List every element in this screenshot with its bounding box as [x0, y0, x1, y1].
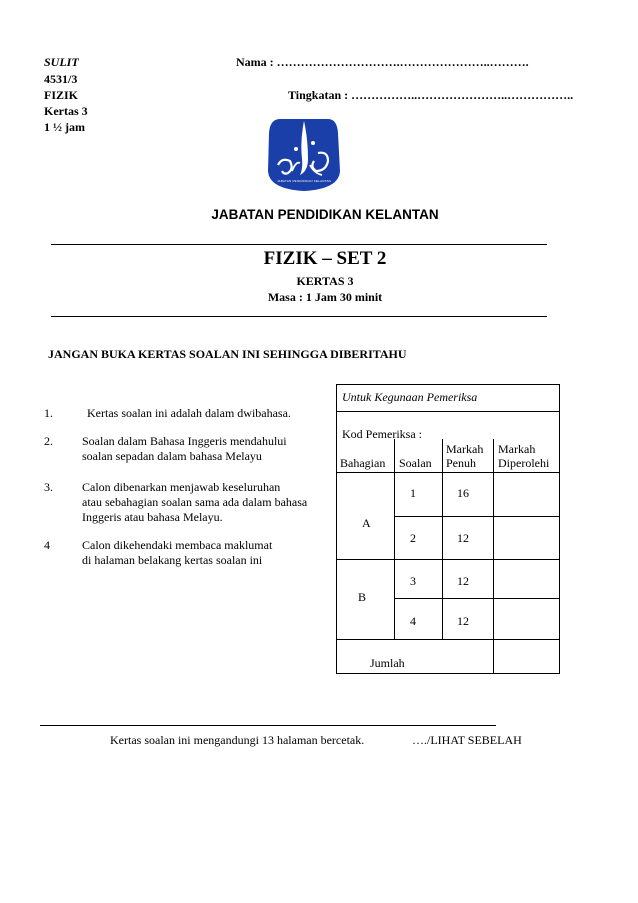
page-count-text: Kertas soalan ini mengandungi 13 halaman bercetak. [110, 733, 365, 747]
instruction-line: soalan sepadan dalam bahasa Melayu [82, 449, 262, 463]
section-a-label: A [362, 516, 371, 530]
subject-label: FIZIK [44, 88, 79, 102]
table-rule [394, 439, 395, 639]
duration-label: 1 ½ jam [44, 120, 85, 134]
paper-code: 4531/3 [44, 72, 78, 86]
full-marks: 12 [457, 574, 469, 588]
table-rule [336, 639, 560, 640]
col-header-soalan: Soalan [399, 456, 432, 470]
table-title: Untuk Kegunaan Pemeriksa [342, 390, 478, 404]
emblem-caption: JABATAN PENDIDIKAN KELANTAN [276, 179, 332, 183]
exam-title: FIZIK – SET 2 [263, 248, 387, 269]
continue-text: …./LIHAT SEBELAH [412, 733, 522, 747]
instruction-number: 1. [44, 406, 53, 420]
col-header-markah-penuh: Markah Penuh [446, 442, 484, 470]
table-rule [336, 411, 560, 412]
table-rule [442, 439, 443, 639]
question-number: 1 [410, 486, 416, 500]
sulit-label: SULIT [44, 55, 79, 69]
table-rule [336, 472, 560, 473]
total-label: Jumlah [370, 656, 405, 670]
table-rule [493, 439, 494, 674]
kod-pemeriksa-label: Kod Pemeriksa : [342, 427, 422, 441]
instruction-line: Calon dibenarkan menjawab keseluruhan [82, 480, 281, 494]
instruction-line: Kertas soalan ini adalah dalam dwibahasa. [87, 406, 291, 420]
instruction-line: Inggeris atau bahasa Melayu. [82, 510, 223, 524]
divider-top [51, 244, 547, 245]
instruction-number: 3. [44, 480, 53, 494]
paper-subtitle: KERTAS 3 [296, 274, 354, 288]
table-rule [394, 516, 560, 517]
nama-field[interactable]: Nama : ………………………….…………………..………. [236, 55, 529, 69]
full-marks: 12 [457, 531, 469, 545]
col-header-markah-diperolehi: Markah Diperolehi [498, 442, 550, 470]
col-header-bahagian: Bahagian [340, 456, 386, 470]
examiner-table [336, 384, 560, 674]
exam-time: Masa : 1 Jam 30 minit [267, 290, 383, 304]
instruction-number: 4 [44, 538, 50, 552]
department-title: JABATAN PENDIDIKAN KELANTAN [211, 207, 439, 222]
instruction-line: Calon dikehendaki membaca maklumat [82, 538, 273, 552]
footer-rule [40, 725, 496, 726]
section-b-label: B [358, 590, 367, 604]
tingkatan-field[interactable]: Tingkatan : ……………..…………………..…………….. [288, 88, 574, 102]
full-marks: 12 [457, 614, 469, 628]
warning-text: JANGAN BUKA KERTAS SOALAN INI SEHINGGA DIBERITAHU [48, 347, 407, 361]
instruction-line: Soalan dalam Bahasa Inggeris mendahului [82, 434, 287, 448]
instruction-number: 2. [44, 434, 53, 448]
paper-label: Kertas 3 [44, 104, 88, 118]
jabatan-pendidikan-kelantan-emblem-icon [266, 113, 342, 193]
table-rule [394, 598, 560, 599]
table-rule [336, 559, 560, 560]
instruction-line: atau sebahagian soalan sama ada dalam bahasa [82, 495, 308, 509]
full-marks: 16 [457, 486, 469, 500]
instruction-line: di halaman belakang kertas soalan ini [82, 553, 263, 567]
question-number: 4 [410, 614, 416, 628]
question-number: 2 [410, 531, 416, 545]
divider-bottom [51, 316, 547, 317]
question-number: 3 [410, 574, 416, 588]
